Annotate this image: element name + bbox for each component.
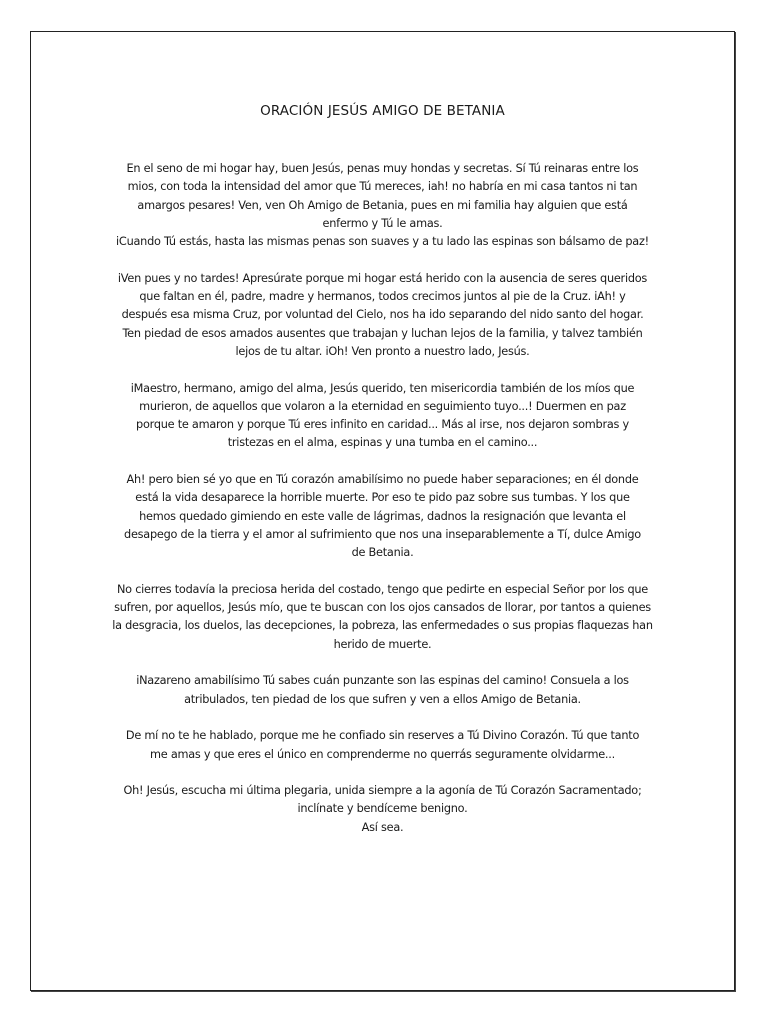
document-title: ORACIÓN JESÚS AMIGO DE BETANIA — [260, 103, 505, 119]
text-line: iNazareno amabilísimo Tú sabes cuán punzante son las espinas del camino! Consuela a los — [136, 674, 629, 688]
text-line: iCuando Tú estás, hasta las mismas penas son suaves y a tu lado las espinas son bálsamo de paz! — [116, 235, 649, 249]
paragraph-7 — [60, 727, 705, 764]
text-line: murieron, de aquellos que volaron a la eternidad en seguimiento tuyo...! Duermen en paz — [139, 399, 626, 413]
text-line: enfermo y Tú le amas. — [322, 216, 443, 230]
text-line: amargos pesares! Ven, ven Oh Amigo de Betania, pues en mi familia hay alguien que está — [137, 198, 628, 212]
text-line: Ten piedad de esos amados ausentes que trabajan y luchan lejos de la familia, y talvez también — [122, 326, 643, 340]
prayer-body — [60, 160, 705, 855]
text-line: lejos de tu altar. iOh! Ven pronto a nuestro lado, Jesús. — [235, 344, 530, 358]
text-line: atribulados, ten piedad de los que sufren y ven a ellos Amigo de Betania. — [184, 692, 581, 706]
text-line: De mí no te he hablado, porque me he confiado sin reserves a Tú Divino Corazón. Tú que tanto — [125, 729, 640, 743]
text-line: está la vida desaparece la horrible muerte. Por eso te pido paz sobre sus tumbas. Y los que — [135, 491, 630, 505]
text-line: hemos quedado gimiendo en este valle de lágrimas, dadnos la resignación que levanta el — [139, 509, 626, 523]
text-line: Oh! Jesús, escucha mi última plegaria, unida siempre a la agonía de Tú Corazón Sacramentado; — [123, 784, 642, 798]
text-line: No cierres todavía la preciosa herida del costado, tengo que pedirte en especial Señor por los que — [116, 582, 649, 596]
text-line: tristezas en el alma, espinas y una tumba en el camino... — [227, 436, 538, 450]
text-line: que faltan en él, padre, madre y hermanos, todos crecimos juntos al pie de la Cruz. iAh! y — [139, 290, 626, 304]
text-line: de Betania. — [351, 546, 414, 560]
text-line: sufren, por aquellos, Jesús mío, que te buscan con los ojos cansados de llorar, por tantos a quienes — [114, 601, 651, 615]
paragraph-5 — [60, 581, 705, 654]
text-line: iMaestro, hermano, amigo del alma, Jesús querido, ten misericordia también de los míos que — [130, 381, 635, 395]
text-line: mios, con toda la intensidad del amor que Tú mereces, iah! no habría en mi casa tantos ni tan — [127, 180, 638, 194]
paragraph-1 — [60, 160, 705, 251]
paragraph-2 — [60, 270, 705, 361]
paragraph-6 — [60, 672, 705, 709]
text-line: En el seno de mi hogar hay, buen Jesús, penas muy hondas y secretas. Sí Tú reinaras entre los — [126, 162, 639, 175]
text-line: herido de muerte. — [333, 637, 432, 651]
text-line: desapego de la tierra y el amor al sufrimiento que nos una inseparablemente a Tí, dulce Amigo — [124, 527, 641, 541]
text-line: Ah! pero bien sé yo que en Tú corazón amabilísimo no puede haber separaciones; en él donde — [126, 473, 639, 487]
text-line: la desgracia, los duelos, las decepciones, la pobreza, las enfermedades o sus propias flaquezas han — [112, 619, 653, 633]
text-line: me amas y que eres el único en comprenderme no querrás seguramente olvidarme... — [150, 747, 615, 761]
paragraph-4 — [60, 471, 705, 562]
text-line: después esa misma Cruz, por voluntad del Cielo, nos ha ido separando del nido santo del hogar. — [121, 308, 644, 322]
text-line: inclínate y bendíceme benigno. — [297, 802, 468, 816]
paragraph-8 — [60, 782, 705, 837]
text-line: Así sea. — [361, 820, 404, 834]
paragraph-3 — [60, 380, 705, 453]
text-line: iVen pues y no tardes! Apresúrate porque mi hogar está herido con la ausencia de seres queridos — [117, 271, 648, 285]
text-line: porque te amaron y porque Tú eres infinito en caridad... Más al irse, nos dejaron sombras y — [136, 418, 629, 432]
